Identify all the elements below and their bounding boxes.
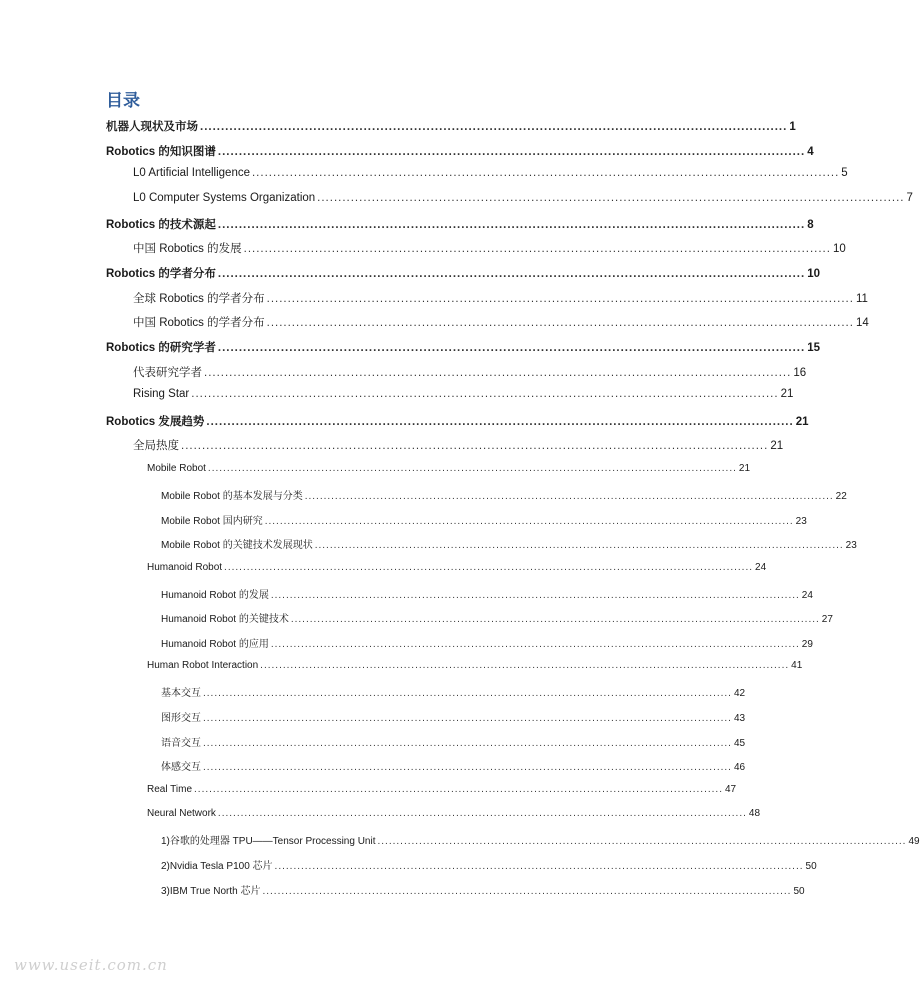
watermark: www.useit.com.cn [14, 956, 168, 974]
toc-entry-label: 体感交互 [161, 762, 201, 773]
toc-entry-label: Mobile Robot 国内研究 [161, 516, 263, 527]
dot-leader: ............................................................................................................................................ [217, 808, 747, 819]
toc-entry-page: 4 [807, 146, 814, 158]
toc-entry-label: Robotics 的知识图谱 [106, 146, 216, 158]
toc-entry-page: 48 [748, 808, 761, 819]
toc-entry[interactable] [147, 463, 751, 474]
dot-leader: ............................................................................................................................................ [217, 146, 806, 158]
toc-entry-page: 47 [724, 784, 737, 795]
toc-entry[interactable] [147, 784, 737, 795]
toc-entry-label: 基本交互 [161, 688, 201, 699]
dot-leader: ............................................................................................................................................ [194, 784, 723, 795]
toc-entry-page: 43 [733, 713, 746, 724]
toc-entry[interactable] [161, 684, 746, 699]
toc-entry-page: 27 [821, 614, 833, 625]
toc-entry[interactable] [161, 635, 813, 650]
toc-entry-page: 23 [845, 540, 857, 551]
toc-entry-page: 22 [835, 491, 847, 502]
toc-entry-label: 3)IBM True North 芯片 [161, 886, 261, 897]
dot-leader: ............................................................................................................................................ [266, 317, 854, 329]
toc-entry-page: 42 [733, 688, 746, 699]
dot-leader: ............................................................................................................................................ [181, 440, 769, 452]
toc-entry-page: 29 [801, 639, 813, 650]
toc-entry-label: Humanoid Robot 的应用 [161, 639, 269, 650]
toc-entry-page: 50 [793, 886, 805, 897]
dot-leader: ............................................................................................................................................ [203, 688, 732, 699]
toc-entry[interactable] [133, 240, 846, 256]
toc-entry-page: 1 [789, 121, 796, 133]
toc-entry-page: 21 [780, 388, 794, 400]
toc-entry-label: Robotics 发展趋势 [106, 416, 205, 428]
dot-leader: ............................................................................................................................................ [270, 639, 800, 650]
dot-leader: ............................................................................................................................................ [290, 614, 820, 625]
toc-entry[interactable] [106, 216, 814, 232]
toc-entry[interactable] [161, 586, 813, 601]
toc-entry-label: Mobile Robot 的关键技术发展现状 [161, 540, 313, 551]
toc-entry[interactable] [106, 339, 820, 355]
dot-leader: ............................................................................................................................................ [203, 713, 732, 724]
toc-heading: 目录 [106, 91, 140, 110]
toc-entry[interactable] [161, 857, 817, 872]
dot-leader: ............................................................................................................................................ [266, 293, 854, 305]
toc-entry-page: 10 [832, 243, 846, 255]
toc-entry-page: 7 [906, 192, 913, 204]
toc-entry-page: 46 [733, 762, 746, 773]
toc-entry[interactable] [133, 314, 869, 330]
toc-entry-label: Robotics 的技术源起 [106, 219, 216, 231]
dot-leader: ............................................................................................................................................ [217, 342, 806, 354]
toc-entry[interactable] [133, 167, 848, 179]
toc-entry-label: Human Robot Interaction [147, 660, 259, 671]
dot-leader: ............................................................................................................................................ [207, 463, 737, 474]
dot-leader: ............................................................................................................................................ [204, 367, 792, 379]
dot-leader: ............................................................................................................................................ [274, 861, 804, 872]
toc-entry-label: Rising Star [133, 388, 190, 400]
dot-leader: ............................................................................................................................................ [264, 516, 794, 527]
toc-entry-page: 49 [908, 836, 920, 847]
toc-entry-page: 5 [841, 167, 848, 179]
toc-entry[interactable] [161, 882, 805, 897]
dot-leader: ............................................................................................................................................ [217, 219, 806, 231]
toc-entry[interactable] [147, 660, 803, 671]
toc-entry-page: 14 [855, 317, 869, 329]
toc-entry-label: 语音交互 [161, 738, 201, 749]
toc-entry-page: 8 [807, 219, 814, 231]
toc-entry-page: 15 [807, 342, 820, 354]
dot-leader: ............................................................................................................................................ [206, 416, 794, 428]
toc-entry[interactable] [147, 808, 761, 819]
toc-entry[interactable] [161, 832, 920, 847]
toc-entry-page: 24 [755, 562, 767, 573]
toc-entry-page: 23 [795, 516, 807, 527]
toc-entry[interactable] [147, 562, 767, 573]
toc-entry[interactable] [161, 536, 857, 551]
dot-leader: ............................................................................................................................................ [203, 738, 732, 749]
dot-leader: ............................................................................................................................................ [317, 192, 905, 204]
toc-entry-label: 1)谷歌的处理器 TPU——Tensor Processing Unit [161, 836, 376, 847]
toc-entry[interactable] [106, 413, 809, 429]
toc-entry[interactable] [161, 734, 746, 749]
dot-leader: ............................................................................................................................................ [314, 540, 844, 551]
dot-leader: ............................................................................................................................................ [260, 660, 790, 671]
dot-leader: ............................................................................................................................................ [243, 243, 831, 255]
toc-entry[interactable] [161, 512, 807, 527]
toc-entry-label: 代表研究学者 [133, 367, 202, 379]
toc-entry-label: 全局热度 [133, 440, 179, 452]
toc-entry-label: Real Time [147, 784, 193, 795]
toc-entry-page: 21 [770, 440, 784, 452]
dot-leader: ............................................................................................................................................ [270, 590, 800, 601]
dot-leader: ............................................................................................................................................ [224, 562, 754, 573]
dot-leader: ............................................................................................................................................ [203, 762, 732, 773]
dot-leader: ............................................................................................................................................ [191, 388, 779, 400]
toc-entry-page: 11 [855, 293, 868, 305]
toc-entry[interactable] [161, 610, 833, 625]
toc-entry-page: 16 [793, 367, 807, 379]
dot-leader: ............................................................................................................................................ [251, 167, 840, 179]
toc-entry-label: Humanoid Robot [147, 562, 223, 573]
toc-entry-label: Robotics 的研究学者 [106, 342, 216, 354]
toc-entry-label: L0 Computer Systems Organization [133, 192, 316, 204]
toc-entry[interactable] [161, 709, 746, 724]
dot-leader: ............................................................................................................................................ [304, 491, 834, 502]
toc-entry[interactable] [161, 487, 847, 502]
toc-entry-label: Humanoid Robot 的发展 [161, 590, 269, 601]
toc-entry[interactable] [106, 143, 814, 159]
toc-entry-label: 中国 Robotics 的发展 [133, 243, 242, 255]
dot-leader: ............................................................................................................................................ [200, 121, 788, 133]
toc-entry-label: Robotics 的学者分布 [106, 268, 216, 280]
toc-entry-label: 2)Nvidia Tesla P100 芯片 [161, 861, 273, 872]
dot-leader: ............................................................................................................................................ [217, 268, 806, 280]
toc-entry[interactable] [133, 290, 868, 306]
toc-entry-page: 45 [733, 738, 746, 749]
toc-entry[interactable] [106, 265, 820, 281]
toc-entry-page: 10 [807, 268, 820, 280]
toc-entry-label: 图形交互 [161, 713, 201, 724]
toc-entry-label: 机器人现状及市场 [106, 121, 198, 133]
toc-entry-label: 中国 Robotics 的学者分布 [133, 317, 265, 329]
toc-entry-page: 21 [738, 463, 751, 474]
toc-entry[interactable] [133, 388, 794, 400]
toc-entry-label: 全球 Robotics 的学者分布 [133, 293, 265, 305]
toc-entry-page: 21 [795, 416, 809, 428]
toc-entry[interactable] [161, 758, 746, 773]
dot-leader: ............................................................................................................................................ [262, 886, 792, 897]
toc-entry[interactable] [133, 192, 913, 204]
toc-entry-page: 50 [805, 861, 817, 872]
toc-entry[interactable] [133, 437, 784, 453]
toc-entry[interactable] [106, 118, 796, 134]
toc-entry-page: 24 [801, 590, 813, 601]
toc-entry-label: L0 Artificial Intelligence [133, 167, 250, 179]
toc-entry-label: Humanoid Robot 的关键技术 [161, 614, 289, 625]
toc-entry-label: Mobile Robot [147, 463, 206, 474]
toc-entry-label: Neural Network [147, 808, 216, 819]
toc-entry[interactable] [133, 364, 807, 380]
toc-entry-page: 41 [791, 660, 803, 671]
toc-entry-label: Mobile Robot 的基本发展与分类 [161, 491, 303, 502]
dot-leader: ............................................................................................................................................ [377, 836, 907, 847]
